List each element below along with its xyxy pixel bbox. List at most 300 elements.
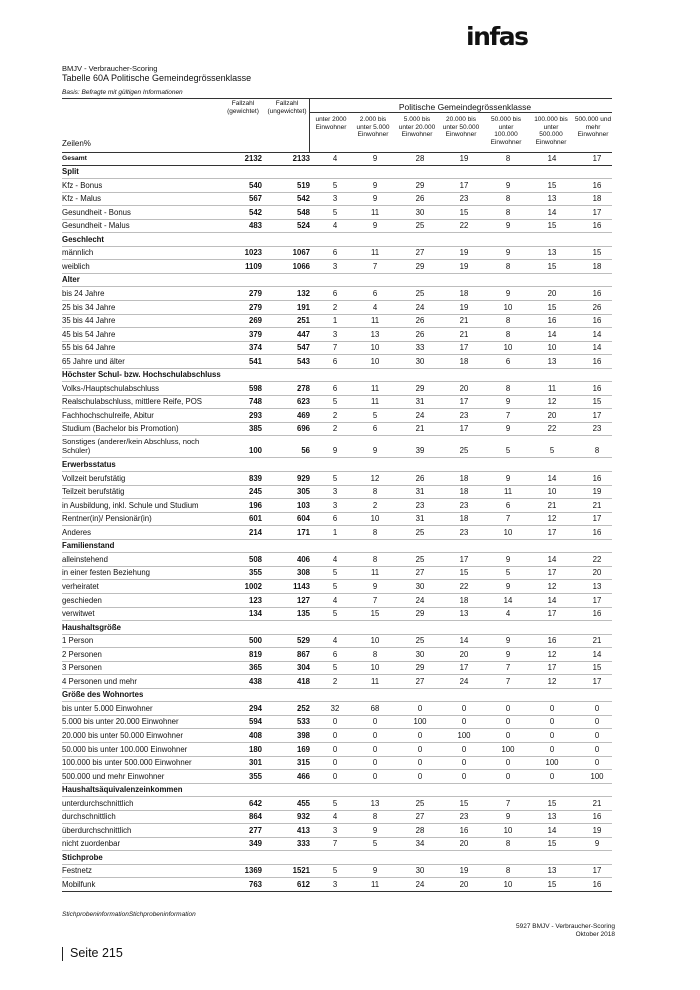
table-row — [62, 757, 612, 771]
fallzahl-weighted-cell: 1109 — [245, 261, 262, 271]
percent-cell: 8 — [505, 207, 511, 217]
percent-cell: 21 — [415, 424, 425, 434]
percent-cell: 100 — [457, 730, 471, 740]
table-row — [62, 193, 612, 207]
percent-cell: 30 — [415, 207, 425, 217]
table-row — [62, 396, 612, 410]
table-row — [62, 260, 612, 274]
table-row — [62, 499, 612, 513]
percent-cell: 22 — [459, 581, 469, 591]
section-label: Stichprobe — [62, 852, 103, 862]
percent-cell: 20 — [459, 383, 469, 393]
row-label: Gesundheit - Malus — [62, 221, 130, 231]
percent-cell: 17 — [592, 595, 602, 605]
fallzahl-unweighted-cell: 315 — [296, 758, 310, 768]
row-label: bis unter 5.000 Einwohner — [62, 703, 153, 713]
percent-cell: 6 — [332, 248, 338, 258]
fallzahl-weighted-cell: 245 — [248, 487, 262, 497]
percent-cell: 8 — [505, 153, 511, 163]
fallzahl-weighted-cell: 277 — [248, 825, 262, 835]
percent-cell: 30 — [415, 356, 425, 366]
section-header-row — [62, 233, 612, 247]
percent-cell: 15 — [370, 609, 380, 619]
percent-cell: 4 — [372, 302, 378, 312]
percent-cell: 17 — [592, 410, 602, 420]
percent-cell: 1 — [332, 527, 338, 537]
study-title: BMJV - Verbraucher-Scoring — [62, 64, 158, 73]
percent-cell: 9 — [372, 194, 378, 204]
table-row — [62, 580, 612, 594]
percent-cell: 23 — [459, 500, 469, 510]
percent-cell: 4 — [332, 554, 338, 564]
percent-cell: 0 — [417, 730, 423, 740]
percent-cell: 13 — [370, 798, 380, 808]
percent-cell: 0 — [549, 744, 555, 754]
percent-cell: 8 — [372, 812, 378, 822]
percent-cell: 14 — [547, 595, 557, 605]
percent-cell: 26 — [415, 473, 425, 483]
percent-cell: 12 — [547, 514, 557, 524]
table-row — [62, 743, 612, 757]
percent-cell: 9 — [505, 221, 511, 231]
percent-cell: 9 — [372, 446, 378, 456]
percent-cell: 0 — [505, 730, 511, 740]
percent-cell: 9 — [372, 153, 378, 163]
percent-cell: 27 — [415, 676, 425, 686]
table-row — [62, 662, 612, 676]
table-row — [62, 409, 612, 423]
percent-cell: 100 — [413, 717, 427, 727]
fallzahl-weighted-header: Fallzahl (gewichtet) — [227, 100, 259, 115]
percent-cell: 17 — [459, 180, 469, 190]
fallzahl-unweighted-cell: 413 — [296, 825, 310, 835]
percent-cell: 20 — [547, 289, 557, 299]
percent-cell: 0 — [417, 744, 423, 754]
fallzahl-unweighted-cell: 529 — [296, 636, 310, 646]
percent-cell: 0 — [417, 703, 423, 713]
fallzahl-weighted-cell: 1023 — [244, 248, 262, 258]
percent-cell: 20 — [459, 879, 469, 889]
percent-cell: 23 — [459, 812, 469, 822]
percent-cell: 26 — [592, 302, 602, 312]
percent-cell: 6 — [505, 500, 511, 510]
percent-cell: 13 — [459, 609, 469, 619]
percent-cell: 15 — [459, 207, 469, 217]
table-row — [62, 247, 612, 261]
table-row — [62, 567, 612, 581]
fallzahl-weighted-cell: 594 — [248, 717, 262, 727]
percent-cell: 12 — [547, 581, 557, 591]
percent-cell: 7 — [332, 839, 338, 849]
page-number: Seite 215 — [70, 946, 123, 960]
percent-cell: 29 — [415, 609, 425, 619]
fallzahl-weighted-cell: 567 — [248, 194, 262, 204]
percent-cell: 17 — [459, 424, 469, 434]
fallzahl-unweighted-cell: 696 — [296, 424, 310, 434]
table-row — [62, 342, 612, 356]
percent-cell: 15 — [547, 180, 557, 190]
percent-cell: 17 — [547, 663, 557, 673]
percent-cell: 0 — [372, 744, 378, 754]
percent-cell: 8 — [372, 527, 378, 537]
row-label: 3 Personen — [62, 663, 102, 673]
percent-cell: 19 — [459, 153, 469, 163]
percent-cell: 11 — [370, 568, 380, 578]
percent-cell: 31 — [415, 397, 425, 407]
table-row — [62, 675, 612, 689]
fallzahl-weighted-cell: 642 — [248, 798, 262, 808]
percent-cell: 20 — [459, 649, 469, 659]
percent-cell: 0 — [461, 771, 467, 781]
fallzahl-unweighted-cell: 612 — [296, 879, 310, 889]
percent-cell: 5 — [332, 397, 338, 407]
percent-cell: 22 — [592, 554, 602, 564]
table-row — [62, 382, 612, 396]
percent-cell: 27 — [415, 248, 425, 258]
fallzahl-weighted-cell: 355 — [248, 568, 262, 578]
percent-cell: 5 — [332, 609, 338, 619]
percent-cell: 17 — [592, 676, 602, 686]
table-row — [62, 648, 612, 662]
percent-cell: 15 — [592, 663, 602, 673]
footer-study: 5927 BMJV - Verbraucher-Scoring — [516, 923, 615, 930]
fallzahl-unweighted-cell: 547 — [296, 343, 310, 353]
percent-cell: 16 — [547, 316, 557, 326]
table-row — [62, 179, 612, 193]
percent-cell: 20 — [592, 568, 602, 578]
percent-cell: 9 — [505, 581, 511, 591]
fallzahl-unweighted-cell: 406 — [296, 554, 310, 564]
percent-cell: 19 — [592, 825, 602, 835]
fallzahl-weighted-cell: 365 — [248, 663, 262, 673]
fallzahl-unweighted-cell: 127 — [296, 595, 310, 605]
percent-cell: 15 — [547, 879, 557, 889]
table-row — [62, 355, 612, 369]
percent-cell: 16 — [592, 180, 602, 190]
percent-cell: 23 — [459, 410, 469, 420]
table-row — [62, 838, 612, 852]
fallzahl-unweighted-cell: 604 — [296, 514, 310, 524]
table-row — [62, 315, 612, 329]
percent-cell: 2 — [332, 424, 338, 434]
fallzahl-weighted-cell: 1369 — [244, 866, 262, 876]
fallzahl-weighted-cell: 438 — [248, 676, 262, 686]
col-header-7: 500.000 und mehr Einwohner — [574, 116, 612, 139]
fallzahl-unweighted-header: Fallzahl (ungewichtet) — [267, 100, 307, 115]
percent-cell: 19 — [459, 248, 469, 258]
footer-info — [516, 923, 615, 939]
percent-cell: 26 — [415, 194, 425, 204]
percent-cell: 9 — [505, 397, 511, 407]
percent-cell: 31 — [415, 487, 425, 497]
section-header-row — [62, 784, 612, 798]
percent-cell: 7 — [372, 595, 378, 605]
percent-cell: 13 — [547, 194, 557, 204]
fallzahl-weighted-cell: 763 — [248, 879, 262, 889]
basis-note: Basis: Befragte mit gültigen Informationen — [62, 89, 183, 96]
percent-cell: 17 — [547, 527, 557, 537]
percent-cell: 17 — [592, 153, 602, 163]
fallzahl-weighted-cell: 294 — [248, 703, 262, 713]
percent-cell: 7 — [505, 798, 511, 808]
fallzahl-unweighted-cell: 398 — [296, 730, 310, 740]
table-row — [62, 878, 612, 892]
fallzahl-unweighted-cell: 447 — [296, 329, 310, 339]
table-row — [62, 716, 612, 730]
percent-cell: 9 — [332, 446, 338, 456]
fallzahl-weighted-cell: 355 — [248, 771, 262, 781]
row-label: Fachhochschulreife, Abitur — [62, 410, 154, 420]
section-label: Erwerbsstatus — [62, 460, 116, 470]
row-label: Volks-/Hauptschulabschluss — [62, 383, 160, 393]
percent-cell: 11 — [503, 487, 513, 497]
row-label: 1 Person — [62, 636, 94, 646]
percent-cell: 29 — [415, 663, 425, 673]
fallzahl-unweighted-cell: 1521 — [292, 866, 310, 876]
fallzahl-unweighted-cell: 548 — [296, 207, 310, 217]
fallzahl-unweighted-cell: 252 — [296, 703, 310, 713]
fallzahl-unweighted-cell: 278 — [296, 383, 310, 393]
table-row — [62, 436, 612, 458]
percent-cell: 34 — [415, 839, 425, 849]
percent-cell: 18 — [592, 194, 602, 204]
group-title-rule — [310, 112, 612, 113]
percent-cell: 0 — [461, 744, 467, 754]
fallzahl-unweighted-cell: 623 — [296, 397, 310, 407]
fallzahl-weighted-cell: 601 — [248, 514, 262, 524]
fallzahl-unweighted-cell: 519 — [296, 180, 310, 190]
fallzahl-unweighted-cell: 171 — [296, 527, 310, 537]
percent-cell: 5 — [372, 410, 378, 420]
section-label: Höchster Schul- bzw. Hochschulabschluss — [62, 370, 221, 380]
fallzahl-unweighted-cell: 542 — [296, 194, 310, 204]
percent-cell: 28 — [415, 153, 425, 163]
percent-cell: 6 — [505, 356, 511, 366]
percent-cell: 5 — [332, 581, 338, 591]
row-label: Kfz - Malus — [62, 194, 101, 204]
percent-cell: 13 — [547, 812, 557, 822]
row-label: 35 bis 44 Jahre — [62, 316, 116, 326]
percent-cell: 9 — [505, 649, 511, 659]
fallzahl-weighted-cell: 293 — [248, 410, 262, 420]
percent-cell: 17 — [459, 554, 469, 564]
percent-cell: 30 — [415, 866, 425, 876]
percent-cell: 17 — [547, 568, 557, 578]
percent-cell: 13 — [370, 329, 380, 339]
percent-cell: 23 — [415, 500, 425, 510]
col-header-4: 20.000 bis unter 50.000 Einwohner — [442, 116, 480, 139]
percent-cell: 10 — [503, 302, 513, 312]
percent-cell: 17 — [592, 207, 602, 217]
row-label: Vollzeit berufstätig — [62, 473, 126, 483]
percent-cell: 5 — [505, 446, 511, 456]
row-label: männlich — [62, 248, 94, 258]
percent-cell: 25 — [415, 554, 425, 564]
percent-cell: 30 — [415, 649, 425, 659]
percent-cell: 14 — [547, 825, 557, 835]
section-header-row — [62, 274, 612, 288]
percent-cell: 8 — [505, 329, 511, 339]
percent-cell: 5 — [372, 839, 378, 849]
col-header-2: 2.000 bis unter 5.000 Einwohner — [356, 116, 390, 139]
table-row — [62, 328, 612, 342]
percent-cell: 0 — [332, 758, 338, 768]
row-label: Studium (Bachelor bis Promotion) — [62, 424, 179, 434]
percent-cell: 0 — [461, 758, 467, 768]
percent-cell: 15 — [592, 397, 602, 407]
percent-cell: 9 — [372, 581, 378, 591]
percent-cell: 9 — [505, 812, 511, 822]
percent-cell: 14 — [592, 329, 602, 339]
percent-cell: 12 — [370, 473, 380, 483]
percent-cell: 0 — [417, 771, 423, 781]
table-row — [62, 152, 612, 166]
percent-cell: 11 — [370, 383, 380, 393]
row-label: durchschnittlich — [62, 812, 116, 822]
percent-cell: 21 — [592, 500, 602, 510]
percent-cell: 25 — [415, 798, 425, 808]
row-label: 2 Personen — [62, 649, 102, 659]
section-header-row — [62, 621, 612, 635]
row-label: Sonstiges (anderer/kein Abschluss, noch Schüler) — [62, 437, 200, 456]
percent-cell: 5 — [332, 798, 338, 808]
row-label: überdurchschnittlich — [62, 825, 132, 835]
fallzahl-weighted-cell: 483 — [248, 221, 262, 231]
percent-cell: 15 — [592, 248, 602, 258]
row-label: in einer festen Beziehung — [62, 568, 150, 578]
percent-cell: 17 — [592, 514, 602, 524]
section-header-row — [62, 369, 612, 383]
percent-cell: 23 — [592, 424, 602, 434]
percent-cell: 31 — [415, 514, 425, 524]
section-label: Familienstand — [62, 541, 115, 551]
percent-cell: 39 — [415, 446, 425, 456]
fallzahl-unweighted-cell: 103 — [296, 500, 310, 510]
row-label: Gesundheit - Bonus — [62, 207, 131, 217]
table-row — [62, 635, 612, 649]
fallzahl-weighted-cell: 2132 — [244, 153, 262, 163]
row-label: alleinstehend — [62, 554, 108, 564]
table-row — [62, 423, 612, 437]
percent-cell: 4 — [332, 595, 338, 605]
row-label: Rentner(in)/ Pensionär(in) — [62, 514, 152, 524]
row-label: 65 Jahre und älter — [62, 356, 125, 366]
percent-cell: 0 — [461, 703, 467, 713]
fallzahl-unweighted-cell: 1143 — [293, 581, 310, 591]
percent-cell: 29 — [415, 180, 425, 190]
percent-cell: 9 — [505, 289, 511, 299]
percent-cell: 9 — [594, 839, 600, 849]
infas-logo: infas — [466, 22, 528, 51]
percent-cell: 0 — [417, 758, 423, 768]
fallzahl-unweighted-cell: 1067 — [292, 248, 310, 258]
percent-cell: 27 — [415, 568, 425, 578]
percent-cell: 8 — [372, 554, 378, 564]
row-label: 100.000 bis unter 500.000 Einwohner — [62, 758, 192, 768]
percent-cell: 11 — [370, 316, 380, 326]
row-label: 55 bis 64 Jahre — [62, 343, 116, 353]
percent-cell: 33 — [415, 343, 425, 353]
percent-cell: 5 — [332, 473, 338, 483]
percent-cell: 17 — [459, 397, 469, 407]
fallzahl-weighted-cell: 374 — [248, 343, 262, 353]
percent-cell: 0 — [594, 744, 600, 754]
percent-cell: 6 — [372, 424, 378, 434]
percent-cell: 29 — [415, 261, 425, 271]
table-row — [62, 811, 612, 825]
fallzahl-weighted-cell: 598 — [248, 383, 262, 393]
table-row — [62, 797, 612, 811]
row-label: Gesamt — [62, 154, 87, 162]
percent-cell: 0 — [594, 758, 600, 768]
percent-cell: 29 — [415, 383, 425, 393]
percent-cell: 14 — [547, 207, 557, 217]
fallzahl-unweighted-cell: 929 — [296, 473, 310, 483]
section-label: Haushaltsgröße — [62, 622, 121, 632]
percent-cell: 6 — [332, 649, 338, 659]
percent-cell: 20 — [459, 839, 469, 849]
section-header-row — [62, 689, 612, 703]
percent-cell: 0 — [372, 758, 378, 768]
percent-cell: 3 — [332, 879, 338, 889]
percent-cell: 0 — [505, 717, 511, 727]
fallzahl-unweighted-cell: 308 — [296, 568, 310, 578]
table-row — [62, 770, 612, 784]
percent-cell: 4 — [332, 812, 338, 822]
table-row — [62, 220, 612, 234]
percent-cell: 30 — [415, 581, 425, 591]
percent-cell: 0 — [594, 703, 600, 713]
percent-cell: 27 — [415, 812, 425, 822]
zeilen-percent-label: Zeilen% — [62, 139, 91, 148]
percent-cell: 14 — [547, 153, 557, 163]
percent-cell: 24 — [459, 676, 469, 686]
percent-cell: 23 — [459, 527, 469, 537]
fallzahl-weighted-cell: 123 — [248, 595, 262, 605]
percent-cell: 22 — [459, 221, 469, 231]
section-label: Haushaltsäquivalenzeinkommen — [62, 785, 183, 795]
percent-cell: 7 — [505, 676, 511, 686]
fallzahl-unweighted-cell: 932 — [296, 812, 310, 822]
percent-cell: 18 — [459, 514, 469, 524]
row-label: 25 bis 34 Jahre — [62, 302, 116, 312]
percent-cell: 2 — [372, 500, 378, 510]
row-label: verheiratet — [62, 581, 99, 591]
percent-cell: 10 — [503, 343, 513, 353]
fallzahl-weighted-cell: 541 — [248, 356, 262, 366]
percent-cell: 10 — [370, 343, 380, 353]
percent-cell: 19 — [459, 866, 469, 876]
percent-cell: 5 — [332, 180, 338, 190]
percent-cell: 18 — [459, 487, 469, 497]
percent-cell: 8 — [505, 866, 511, 876]
fallzahl-weighted-cell: 408 — [248, 730, 262, 740]
percent-cell: 16 — [592, 356, 602, 366]
fallzahl-weighted-cell: 214 — [248, 527, 262, 537]
percent-cell: 2 — [332, 302, 338, 312]
percent-cell: 7 — [505, 514, 511, 524]
percent-cell: 16 — [592, 316, 602, 326]
row-label: verwitwet — [62, 609, 95, 619]
percent-cell: 21 — [547, 500, 557, 510]
row-label: weiblich — [62, 261, 90, 271]
percent-cell: 9 — [505, 473, 511, 483]
table-row — [62, 824, 612, 838]
table-row — [62, 513, 612, 527]
fallzahl-unweighted-cell: 56 — [301, 446, 310, 456]
fallzahl-weighted-cell: 349 — [248, 839, 262, 849]
row-label: Mobilfunk — [62, 879, 96, 889]
